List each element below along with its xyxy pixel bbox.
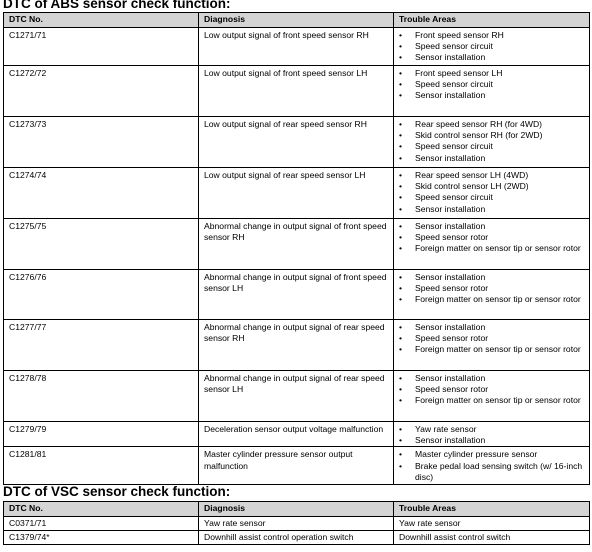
dtc-code-cell: C1277/77 [4,320,199,371]
diagnosis-cell: Yaw rate sensor [199,517,394,531]
header-dtc-no: DTC No. [4,502,199,517]
trouble-area-item: • Speed sensor circuit [399,141,584,152]
table-row [4,117,590,168]
trouble-areas-list [399,322,584,356]
table-row [4,66,590,117]
abs-section-heading: DTC of ABS sensor check function: [3,0,231,11]
dtc-code-cell: C1273/73 [4,117,199,168]
table-row [4,168,590,219]
trouble-area-item: • Yaw rate sensor [399,424,584,435]
trouble-area-item: • Sensor installation [399,322,584,333]
trouble-area-item: • Speed sensor rotor [399,283,584,294]
header-dtc-no: DTC No. [4,13,199,28]
trouble-area-item: • Skid control sensor LH (2WD) [399,181,584,192]
vsc-section-heading: DTC of VSC sensor check function: [3,484,231,499]
trouble-area-item: • Skid control sensor RH (for 2WD) [399,130,584,141]
diagnosis-cell: Deceleration sensor output voltage malfunction [199,422,394,447]
trouble-area-item: • Rear speed sensor RH (for 4WD) [399,119,584,130]
trouble-areas-cell [394,117,590,168]
dtc-code-cell: C1281/81 [4,447,199,485]
trouble-area-item: • Brake pedal load sensing switch (w/ 16-inch disc) [399,461,584,483]
table-row [4,531,590,545]
trouble-area-item: • Sensor installation [399,52,584,63]
table-row [4,219,590,270]
trouble-areas-cell [394,270,590,320]
trouble-area-item: • Speed sensor rotor [399,384,584,395]
trouble-areas-cell: Yaw rate sensor [394,517,590,531]
diagnosis-cell: Downhill assist control operation switch [199,531,394,545]
trouble-area-item: • Sensor installation [399,153,584,164]
trouble-area-item: • Speed sensor rotor [399,232,584,243]
table-row [4,320,590,371]
trouble-areas-cell [394,320,590,371]
vsc-table-body [4,517,590,545]
diagnosis-cell: Abnormal change in output signal of front speed sensor RH [199,219,394,270]
trouble-area-item: • Sensor installation [399,221,584,232]
trouble-area-item: • Master cylinder pressure sensor [399,449,584,460]
trouble-areas-cell [394,371,590,422]
table-row [4,447,590,485]
dtc-code-cell: C1271/71 [4,28,199,66]
dtc-code-cell: C1379/74* [4,531,199,545]
trouble-area-item: • Sensor installation [399,204,584,215]
trouble-area-item: • Speed sensor rotor [399,333,584,344]
trouble-area-item: • Sensor installation [399,373,584,384]
header-trouble-areas: Trouble Areas [394,13,590,28]
trouble-areas-cell [394,168,590,219]
trouble-areas-list [399,272,584,306]
diagnosis-cell: Low output signal of rear speed sensor RH [199,117,394,168]
trouble-areas-list [399,449,584,483]
diagnosis-cell: Low output signal of front speed sensor RH [199,28,394,66]
header-diagnosis: Diagnosis [199,13,394,28]
trouble-areas-list [399,373,584,407]
dtc-code-cell: C1274/74 [4,168,199,219]
trouble-area-item: • Speed sensor circuit [399,192,584,203]
dtc-code-cell: C1272/72 [4,66,199,117]
trouble-area-item: • Foreign matter on sensor tip or sensor rotor [399,243,584,254]
diagnosis-cell: Abnormal change in output signal of front speed sensor LH [199,270,394,320]
trouble-area-item: • Foreign matter on sensor tip or sensor rotor [399,344,584,355]
trouble-areas-list [399,221,584,255]
trouble-area-item: • Sensor installation [399,435,584,446]
table-row [4,422,590,447]
trouble-area-item: • Speed sensor circuit [399,79,584,90]
table-row [4,517,590,531]
dtc-code-cell: C1278/78 [4,371,199,422]
table-header-row [4,13,590,28]
diagnosis-cell: Low output signal of front speed sensor LH [199,66,394,117]
trouble-area-item: • Foreign matter on sensor tip or sensor rotor [399,294,584,305]
trouble-areas-list [399,424,584,446]
trouble-area-item: • Front speed sensor RH [399,30,584,41]
trouble-areas-list [399,30,584,64]
vsc-dtc-table [3,501,590,545]
trouble-area-item: • Rear speed sensor LH (4WD) [399,170,584,181]
table-header-row [4,502,590,517]
trouble-area-item: • Foreign matter on sensor tip or sensor rotor [399,395,584,406]
trouble-area-item: • Front speed sensor LH [399,68,584,79]
trouble-areas-cell [394,66,590,117]
trouble-areas-cell [394,28,590,66]
diagnosis-cell: Master cylinder pressure sensor output malfunction [199,447,394,485]
trouble-areas-list [399,119,584,164]
table-row [4,28,590,66]
trouble-area-item: • Sensor installation [399,272,584,283]
trouble-area-item: • Speed sensor circuit [399,41,584,52]
header-trouble-areas: Trouble Areas [394,502,590,517]
trouble-area-item: • Sensor installation [399,90,584,101]
dtc-code-cell: C1275/75 [4,219,199,270]
dtc-code-cell: C0371/71 [4,517,199,531]
table-row [4,371,590,422]
trouble-areas-cell [394,422,590,447]
diagnosis-cell: Abnormal change in output signal of rear speed sensor LH [199,371,394,422]
diagnosis-cell: Low output signal of rear speed sensor LH [199,168,394,219]
trouble-areas-cell: Downhill assist control switch [394,531,590,545]
trouble-areas-cell [394,219,590,270]
trouble-areas-list [399,68,584,102]
abs-dtc-table [3,12,590,485]
diagnosis-cell: Abnormal change in output signal of rear speed sensor RH [199,320,394,371]
trouble-areas-cell [394,447,590,485]
header-diagnosis: Diagnosis [199,502,394,517]
abs-table-body [4,28,590,485]
dtc-code-cell: C1279/79 [4,422,199,447]
dtc-code-cell: C1276/76 [4,270,199,320]
table-row [4,270,590,320]
trouble-areas-list [399,170,584,215]
